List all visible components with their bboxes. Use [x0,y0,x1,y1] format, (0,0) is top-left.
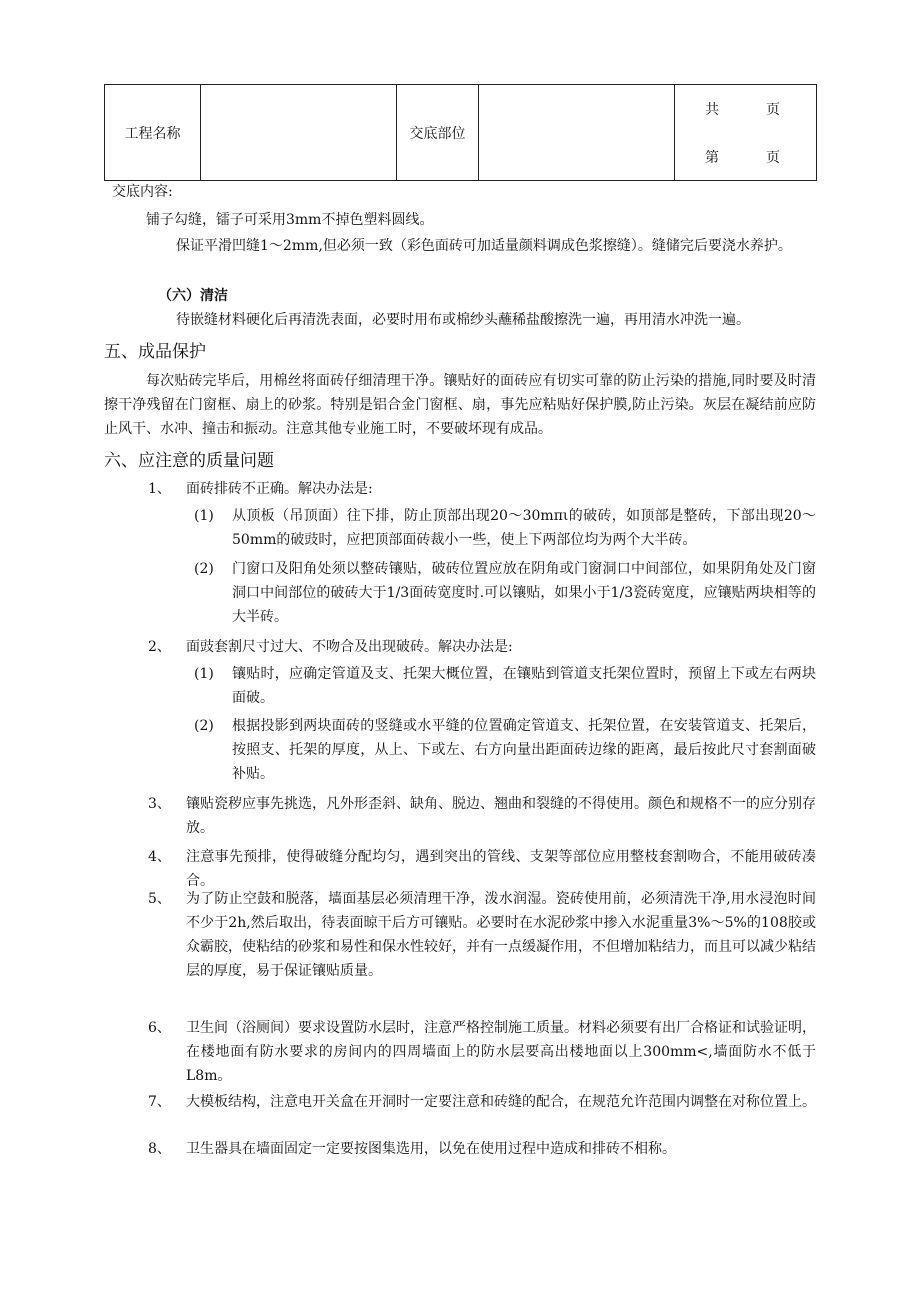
total-pages-prefix: 共 [705,102,719,118]
sub-item-text: 镶贴时，应确定管道及支、托架大概位置，在镶贴到管道支托架位置时，预留上下或左右两块面破。 [232,666,816,706]
project-name-value[interactable] [201,85,397,181]
handover-part-label: 交底部位 [397,85,479,181]
item-text: 卫生间（浴厕间）要求设置防水层时，注意严格控制施工质量。材料必须要有出厂合格证和试验证明，在楼地面有防水要求的房间内的四周墙面上的防水层要高出楼地面以上300mm<,墙面防水不低于L8m。 [186,1020,816,1084]
handover-part-value[interactable] [479,85,675,181]
intro-line-2: 保证平滑凹缝1～2mm,但必须一致（彩色面砖可加适量颜料调成色浆擦缝）。缝储完后要浇水养护。 [176,238,792,254]
item-text: 为了防止空鼓和脱落，墙面基层必须清理干净，泼水润湿。瓷砖使用前，必须清洗干净,用水浸泡时间不少于2h,然后取出，待表面晾干后方可镶贴。必要时在水泥砂浆中掺入水泥重量3%～5%的108胶或众霸胶，使粘结的砂浆和易性和保水性较好，并有一点缓凝作用，不但增加粘结力，而且可以减少粘结层的厚度，易于保证镶贴质量。 [186,891,816,979]
total-pages-suffix: 页 [766,102,780,118]
header-table [104,84,817,181]
clean-text: 待嵌缝材料硬化后再清洗表面，必要时用布或棉纱头蘸稀盐酸擦洗一遍，再用清水冲洗一遍。 [176,312,750,328]
section5-title: 五、成品保护 [104,342,206,362]
sub-item-text: 门窗口及阳角处须以整砖镶贴，破砖位置应放在阴角或门窗洞口中间部位，如果阴角处及门窗洞口中间部位的破砖大于1/3面砖宽度时.可以镶贴，如果小于1/3瓷砖宽度，应镶贴两块相等的大半砖。 [232,561,816,625]
item-text: 大模板结构，注意电开关盒在开洞时一定要注意和砖缝的配合，在规范允许范围内调整在对称位置上。 [186,1094,816,1110]
item-text: 镶贴瓷秽应事先挑选，凡外形歪斜、缺角、脱边、翘曲和裂缝的不得使用。颜色和规格不一的应分别存放。 [186,796,816,836]
item-text: 面砖排砖不正确。解决办法是: [186,481,373,497]
sub-item-text: 根据投影到两块面砖的竖缝或水平缝的位置确定管道支、托架位置，在安装管道支、托架后，按照支、托架的厚度，从上、下或左、右方向量出距面砖边缘的距离，最后按此尺寸套割面破补贴。 [232,718,816,782]
sub-heading-clean: （六）清洁 [158,288,228,304]
item-num: 2、 [148,639,171,655]
item-num: 8、 [148,1141,171,1157]
page-number [705,147,780,167]
item-num: 1、 [148,481,171,497]
sub-item-num: (2) [194,561,214,577]
item-num: 7、 [148,1094,171,1110]
section5-text: 每次贴砖完毕后，用棉丝将面砖仔细清理干净。镶贴好的面砖应有切实可靠的防止污染的措施,同时要及时清擦干净残留在门窗框、扇上的砂浆。特别是铝合金门窗框、扇，事先应粘贴好保护膜,防止污染。灰层在凝结前应防止风干、水冲、撞击和振动。注意其他专业施工时，不要破坏现有成品。 [104,373,816,437]
item-text: 注意事先预排，使得破缝分配均匀，遇到突出的管线、支架等部位应用整枝套割吻合，不能用破砖凑合。 [186,849,816,889]
page-number-prefix: 第 [705,150,719,166]
page-number-suffix: 页 [766,150,780,166]
item-text: 面豉套割尺寸过大、不吻合及出现破砖。解决办法是: [186,639,513,655]
item-num: 6、 [148,1020,171,1036]
item-num: 4、 [148,849,171,865]
sub-item-text: 从顶板（吊顶面）往下排，防止顶部出现20～30mπι的破砖，如顶部是整砖，下部出现20～50mm的破豉时，应把顶部面砖裁小一些，使上下两部位均为两个大半砖。 [232,508,816,548]
sub-item-num: (2) [194,718,214,734]
project-name-label: 工程名称 [105,85,201,181]
content-label: 交底内容: [112,184,173,200]
sub-item-num: (1) [194,666,214,682]
intro-line-1: 铺子勾缝，镭子可采用3mm不掉色塑料圆线。 [146,212,434,228]
item-num: 5、 [148,891,171,907]
item-num: 3、 [148,796,171,812]
item-text: 卫生器具在墙面固定一定要按图集选用，以免在使用过程中造成和排砖不相称。 [186,1141,676,1157]
page-count-cell [675,85,817,181]
sub-item-num: (1) [194,508,214,524]
section6-title: 六、应注意的质量问题 [104,451,274,471]
total-pages [705,99,780,119]
